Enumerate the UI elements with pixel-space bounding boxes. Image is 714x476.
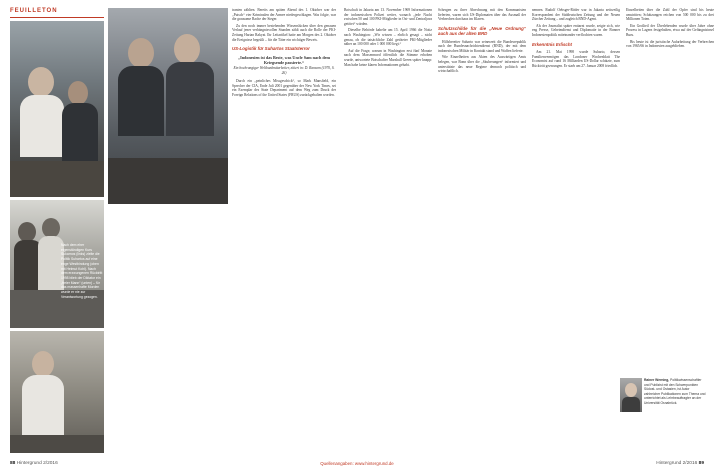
photo-caption: Nach dem eher eigenständigen Kurs Sukarnos (links) zielte die Politik Suhartos auf eine enge Westbindung (oben mit Helmut Kohl). Nach dem erzwungenen Rücktritt 1998 blieb der Diktator ein „freier Mann“ (unten) – für das massenhafte Morden wurde er nie zur Verantwortung gezogen. — [61, 243, 103, 299]
text-column-4 — [532, 8, 620, 70]
subheading: Schutzschilde für die „Neue Ordnung“ auch aus der alten BRD — [438, 25, 526, 37]
figure-body — [62, 103, 98, 161]
paragraph: Schergen zu ihrer Abrechnung mit den Kommunisten lieferten, waren sich US-Diplomaten über das Ausmaß der Verbrechen durchaus im Klaren. — [438, 8, 526, 22]
figure-silhouette — [28, 67, 54, 97]
figure-silhouette — [128, 38, 154, 68]
paragraph: Botschaft in Jakarta am 13. November 1969 Informationen der indonesischen Polizei weiter, wonach „jede Nacht zwischen 50 und 100 PKI-Mitglieder in Ost- und Zentraljava getötet“ würden. — [344, 8, 432, 26]
figure-silhouette — [32, 351, 54, 377]
paragraph: Als der Journalist später enttarnt wurde, zeigte sich, wie eng Presse, Geheimdienst und Diplomatie in der Bonner Indonesienpolitik miteinander verflochten waren. — [532, 23, 620, 37]
paragraph: Bis heute ist die juristische Aufarbeitung der Verbrechen von 1965/66 in Indonesien ausgeblieben. — [626, 39, 714, 49]
author-body — [622, 397, 640, 412]
author-bio — [644, 378, 706, 405]
paragraph: Einzelheiten über die Zahl der Opfer sind bis heute umstritten; Schätzungen reichen von 500 000 bis zu drei Millionen Toten. — [626, 8, 714, 22]
paragraph: Hilfsbereiter Suharto war seinerzeit die Bundesrepublik auch der Bundesnachrichtendienst (BND), der mit dem indonesischen Militär in Kontakt stand und Waffen lieferte. — [438, 39, 526, 53]
photo-top-center — [108, 8, 228, 204]
footer-sources-link[interactable]: Quellenangaben: www.hintergrund.de — [320, 461, 394, 466]
figure-silhouette — [68, 81, 88, 105]
ground — [10, 161, 104, 197]
ground — [108, 158, 228, 204]
paragraph: Ein Großteil der Überlebenden wurde über Jahre ohne Prozess in Lagern festgehalten, etwa auf der Gefängnisinsel Buru. — [626, 23, 714, 37]
footer-left — [10, 461, 58, 466]
paragraph: Durch ein „peinliches Missgeschick“, so Mark Mansfield, ein Sprecher der CIA, Ende Juli 2001 gegenüber der New York Times, sei ein Exemplar des State Department auf dem Weg zum Druck der Foreign Relations of the United States (FRUS) zurückgehalten worden. — [232, 79, 336, 97]
page-number-right: 89 — [698, 461, 704, 466]
figure-body — [20, 95, 64, 157]
paragraph: Wie Einzelheiten aus Akten des Auswärtigen Amts belegen, war Bonn über die „Säuberungen“ informiert und unterstützte das neue Regime dennoch politisch und wirtschaftlich. — [438, 55, 526, 74]
paragraph: Auf die Frage, warum in Washington erst fünf Monate nach dem Massenmord öffentlich die Stimme erhoben wurde, antwortete Botschafter Marshall Green später knapp: Man habe keine klaren Informationen gehabt. — [344, 48, 432, 67]
figure-body — [166, 62, 214, 136]
text-column-3 — [438, 8, 526, 76]
ground — [10, 435, 104, 453]
author-bio-text: Politikwissenschaftler und Publizist mit den Schwerpunkten Südost- und Ostasien, ist Autor zahlreicher Publikationen zum Thema und unterrichtet als Lehrbeauftragter an der Universität Osnabrück. — [644, 378, 706, 405]
pull-quote: „Indonesien ist das Beste, was Uncle Sam nach dem Kriegsende passierte.“ — [237, 54, 331, 65]
paragraph: nennen. Rudolf Oebsger-Röder war in Jakarta zeitweilig Korrespondent der Süddeutschen Zeitung und der Neuen Zürcher Zeitung – und zugleich BND-Agent. — [532, 8, 620, 22]
text-column-1 — [232, 8, 336, 100]
author-photo — [620, 378, 642, 412]
page-number-left: 88 — [10, 461, 16, 466]
paragraph: Dieselbe Behörde kabelte am 15. April 1966 die Notiz nach Washington: „Wir wissen – ehrlich gesagt – nicht genau, ob die tatsächliche Zahl getöteter PKI-Mitglieder näher an 100 000 oder 1 000 000 liegt.“ — [344, 28, 432, 47]
author-name: Rainer Werning, — [644, 378, 670, 382]
figure-silhouette — [18, 222, 36, 242]
paragraph: Zu den noch immer bestehenden Wissenslücken über den genauen Verlauf jener verhängnisvollen Stunden zählt auch die Rolle der PKI-Zeitung Harian Rakyat. Ihr Leitartikel hatte am Morgen des 2. Oktober die Ereignisse begrüßt – für die Täter ein wichtiger Beweis. — [232, 23, 336, 42]
author-face — [625, 383, 637, 397]
magazine-issue-left: Hintergrund 2/2016 — [16, 461, 58, 466]
figure-silhouette — [42, 218, 60, 238]
top-rule — [10, 17, 104, 18]
magazine-issue-right: Hintergrund 2/2016 — [656, 461, 698, 466]
section-tag: FEUILLETON — [10, 8, 58, 14]
paragraph: Am 21. Mai 1998 wurde Suharto, dessen Familienvermögen das Londoner Wochenblatt The Economist auf rund 16 Milliarden US-Dollar schätzte, zum Rücktritt gezwungen. Er starb am 27. Januar 2008 friedlich. — [532, 49, 620, 68]
footer-right — [656, 461, 704, 466]
figure-silhouette — [174, 34, 200, 64]
pull-quote-source: Ein hochrangiger Weltbankmitarbeiter, zitiert in: D. Ransom (1970, S. 26) — [233, 65, 335, 75]
subheading: Erkenntnis Erlischt — [532, 41, 573, 47]
text-column-5 — [626, 8, 714, 51]
paragraph: tranten zählten. Bereits am späten Abend des 1. Oktober war der „Putsch“ vier Kriminalen der Armee niedergeschlagen. Was folgte, war die grausame Rache der Sieger. — [232, 8, 336, 22]
photo-top-left — [10, 21, 104, 197]
text-column-2 — [344, 8, 432, 69]
subheading: US-Logistik für Suhartos Staatsterror — [232, 46, 310, 52]
figure-body — [118, 66, 164, 136]
figure-body — [22, 375, 64, 435]
author-box — [620, 378, 706, 452]
photo-bottom-left — [10, 331, 104, 453]
